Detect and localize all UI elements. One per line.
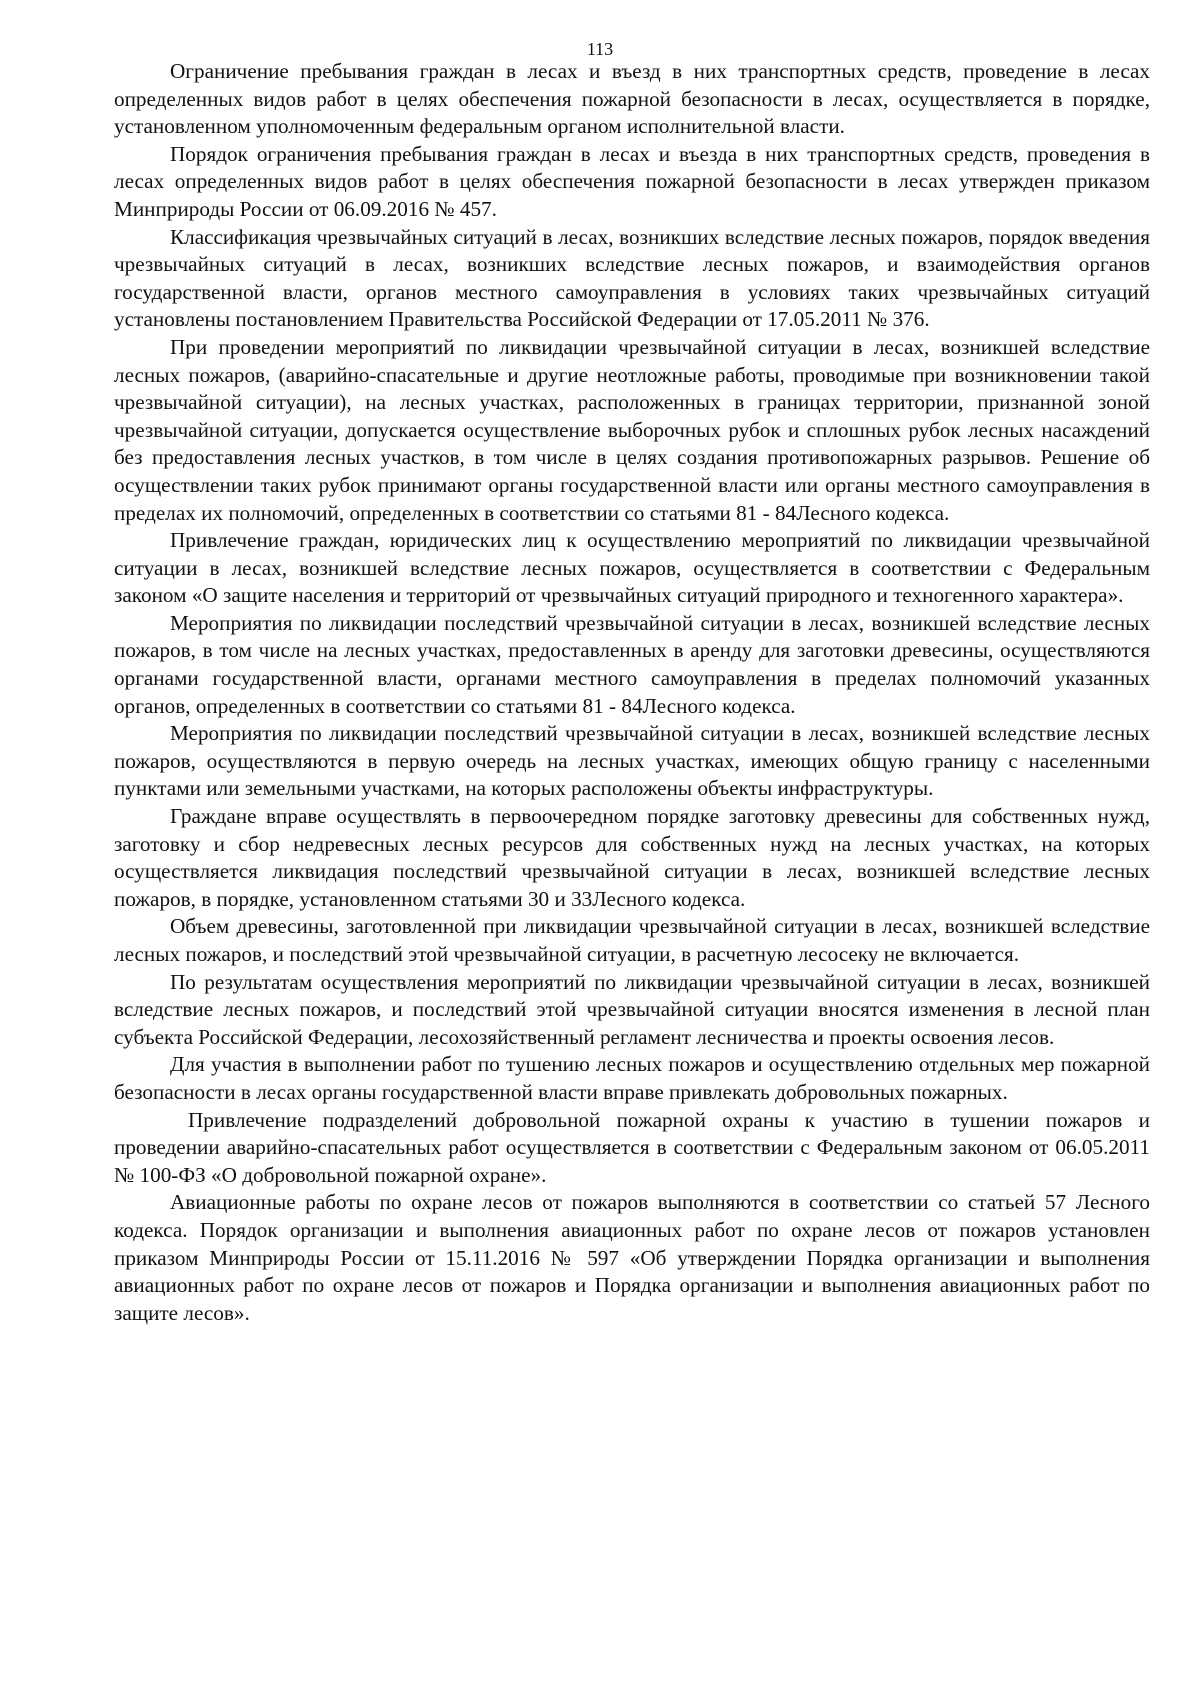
paragraph-priority-areas: Мероприятия по ликвидации последствий чрезвычайной ситуации в лесах, возникшей вследствие лесных пожаров, осуществляются в первую очередь на лесных участках, имеющих общую границу с населенными пунктами или земельными участками, на которых расположены объекты инфраструктуры.: [114, 721, 1150, 801]
paragraph-plan-changes: По результатам осуществления мероприятий по ликвидации чрезвычайной ситуации в лесах, возникшей вследствие лесных пожаров, и последствий этой чрезвычайной ситуации вносятся изменения в лесной план субъекта Российской Федерации, лесохозяйственный регламент лесничества и проекты освоения лесов.: [114, 969, 1150, 1049]
paragraph-restriction-procedure: Порядок ограничения пребывания граждан в лесах и въезда в них транспортных средств, проведения в лесах определенных видов работ в целях обеспечения пожарной безопасности в лесах утвержден приказом Минприроды России от 06.09.2016 № 457.: [114, 141, 1150, 221]
paragraph-emergency-classification: Классификация чрезвычайных ситуаций в лесах, возникших вследствие лесных пожаров, порядок введения чрезвычайных ситуаций в лесах, возникших вследствие лесных пожаров, и взаимодействия органов государственной власти, органов местного самоуправления в условиях таких чрезвычайных ситуаций установлены постановлением Правительства Российской Федерации от 17.05.2011 № 376.: [114, 224, 1150, 332]
paragraph-forest-stay-restriction: Ограничение пребывания граждан в лесах и въезд в них транспортных средств, проведение в лесах определенных видов работ в целях обеспечения пожарной безопасности в лесах, осуществляется в порядке, установленном уполномоченным федеральным органом исполнительной власти.: [114, 59, 1150, 139]
paragraph-aviation-works: Авиационные работы по охране лесов от пожаров выполняются в соответствии со статьей 57 Лесного кодекса. Порядок организации и выполнения авиационных работ по охране лесов от пожаров установлен приказом Минприроды России от 15.11.2016 № 597 «Об утверждении Порядка организации и выполнения авиационных работ по охране лесов от пожаров и Порядка организации и выполнения авиационных работ по защите лесов».: [114, 1190, 1150, 1325]
paragraph-citizen-involvement: Привлечение граждан, юридических лиц к осуществлению мероприятий по ликвидации чрезвычайной ситуации в лесах, возникшей вследствие лесных пожаров, осуществляется в соответствии с Федеральным законом «О защите населения и территорий от чрезвычайных ситуаций природного и техногенного характера».: [114, 528, 1150, 608]
page-number: 113: [586, 39, 614, 59]
paragraph-volunteer-firefighters: Для участия в выполнении работ по тушению лесных пожаров и осуществлению отдельных мер пожарной безопасности в лесах органы государственной власти вправе привлекать добровольных пожарных.: [114, 1052, 1150, 1104]
paragraph-volunteer-units: Привлечение подразделений добровольной пожарной охраны к участию в тушении пожаров и проведении аварийно-спасательных работ осуществляется в соответствии с Федеральным законом от 06.05.2011 № 100-ФЗ «О добровольной пожарной охране».: [114, 1107, 1150, 1187]
document-body: [114, 58, 1150, 1327]
paragraph-citizen-harvesting: Граждане вправе осуществлять в первоочередном порядке заготовку древесины для собственных нужд, заготовку и сбор недревесных лесных ресурсов для собственных нужд на лесных участках, на которых осуществляется ликвидация последствий чрезвычайной ситуации в лесах, возникшей вследствие лесных пожаров, в порядке, установленном статьями 30 и 33Лесного кодекса.: [114, 804, 1150, 911]
paragraph-timber-volume: Объем древесины, заготовленной при ликвидации чрезвычайной ситуации в лесах, возникшей вследствие лесных пожаров, и последствий этой чрезвычайной ситуации, в расчетную лесосеку не включается.: [114, 914, 1150, 966]
paragraph-emergency-logging: При проведении мероприятий по ликвидации чрезвычайной ситуации в лесах, возникшей вследствие лесных пожаров, (аварийно-спасательные и другие неотложные работы, проводимые при возникновении такой чрезвычайной ситуации), на лесных участках, расположенных в границах территории, признанной зоной чрезвычайной ситуации, допускается осуществление выборочных рубок и сплошных рубок лесных насаждений без предоставления лесных участков, в том числе в целях создания противопожарных разрывов. Решение об осуществлении таких рубок принимают органы государственной власти или органы местного самоуправления в пределах их полномочий, определенных в соответствии со статьями 81 - 84Лесного кодекса.: [114, 334, 1150, 525]
paragraph-aftermath-measures: Мероприятия по ликвидации последствий чрезвычайной ситуации в лесах, возникшей вследствие лесных пожаров, в том числе на лесных участках, предоставленных в аренду для заготовки древесины, осуществляются органами государственной власти, органами местного самоуправления в пределах полномочий указанных органов, определенных в соответствии со статьями 81 - 84Лесного кодекса.: [114, 610, 1150, 718]
